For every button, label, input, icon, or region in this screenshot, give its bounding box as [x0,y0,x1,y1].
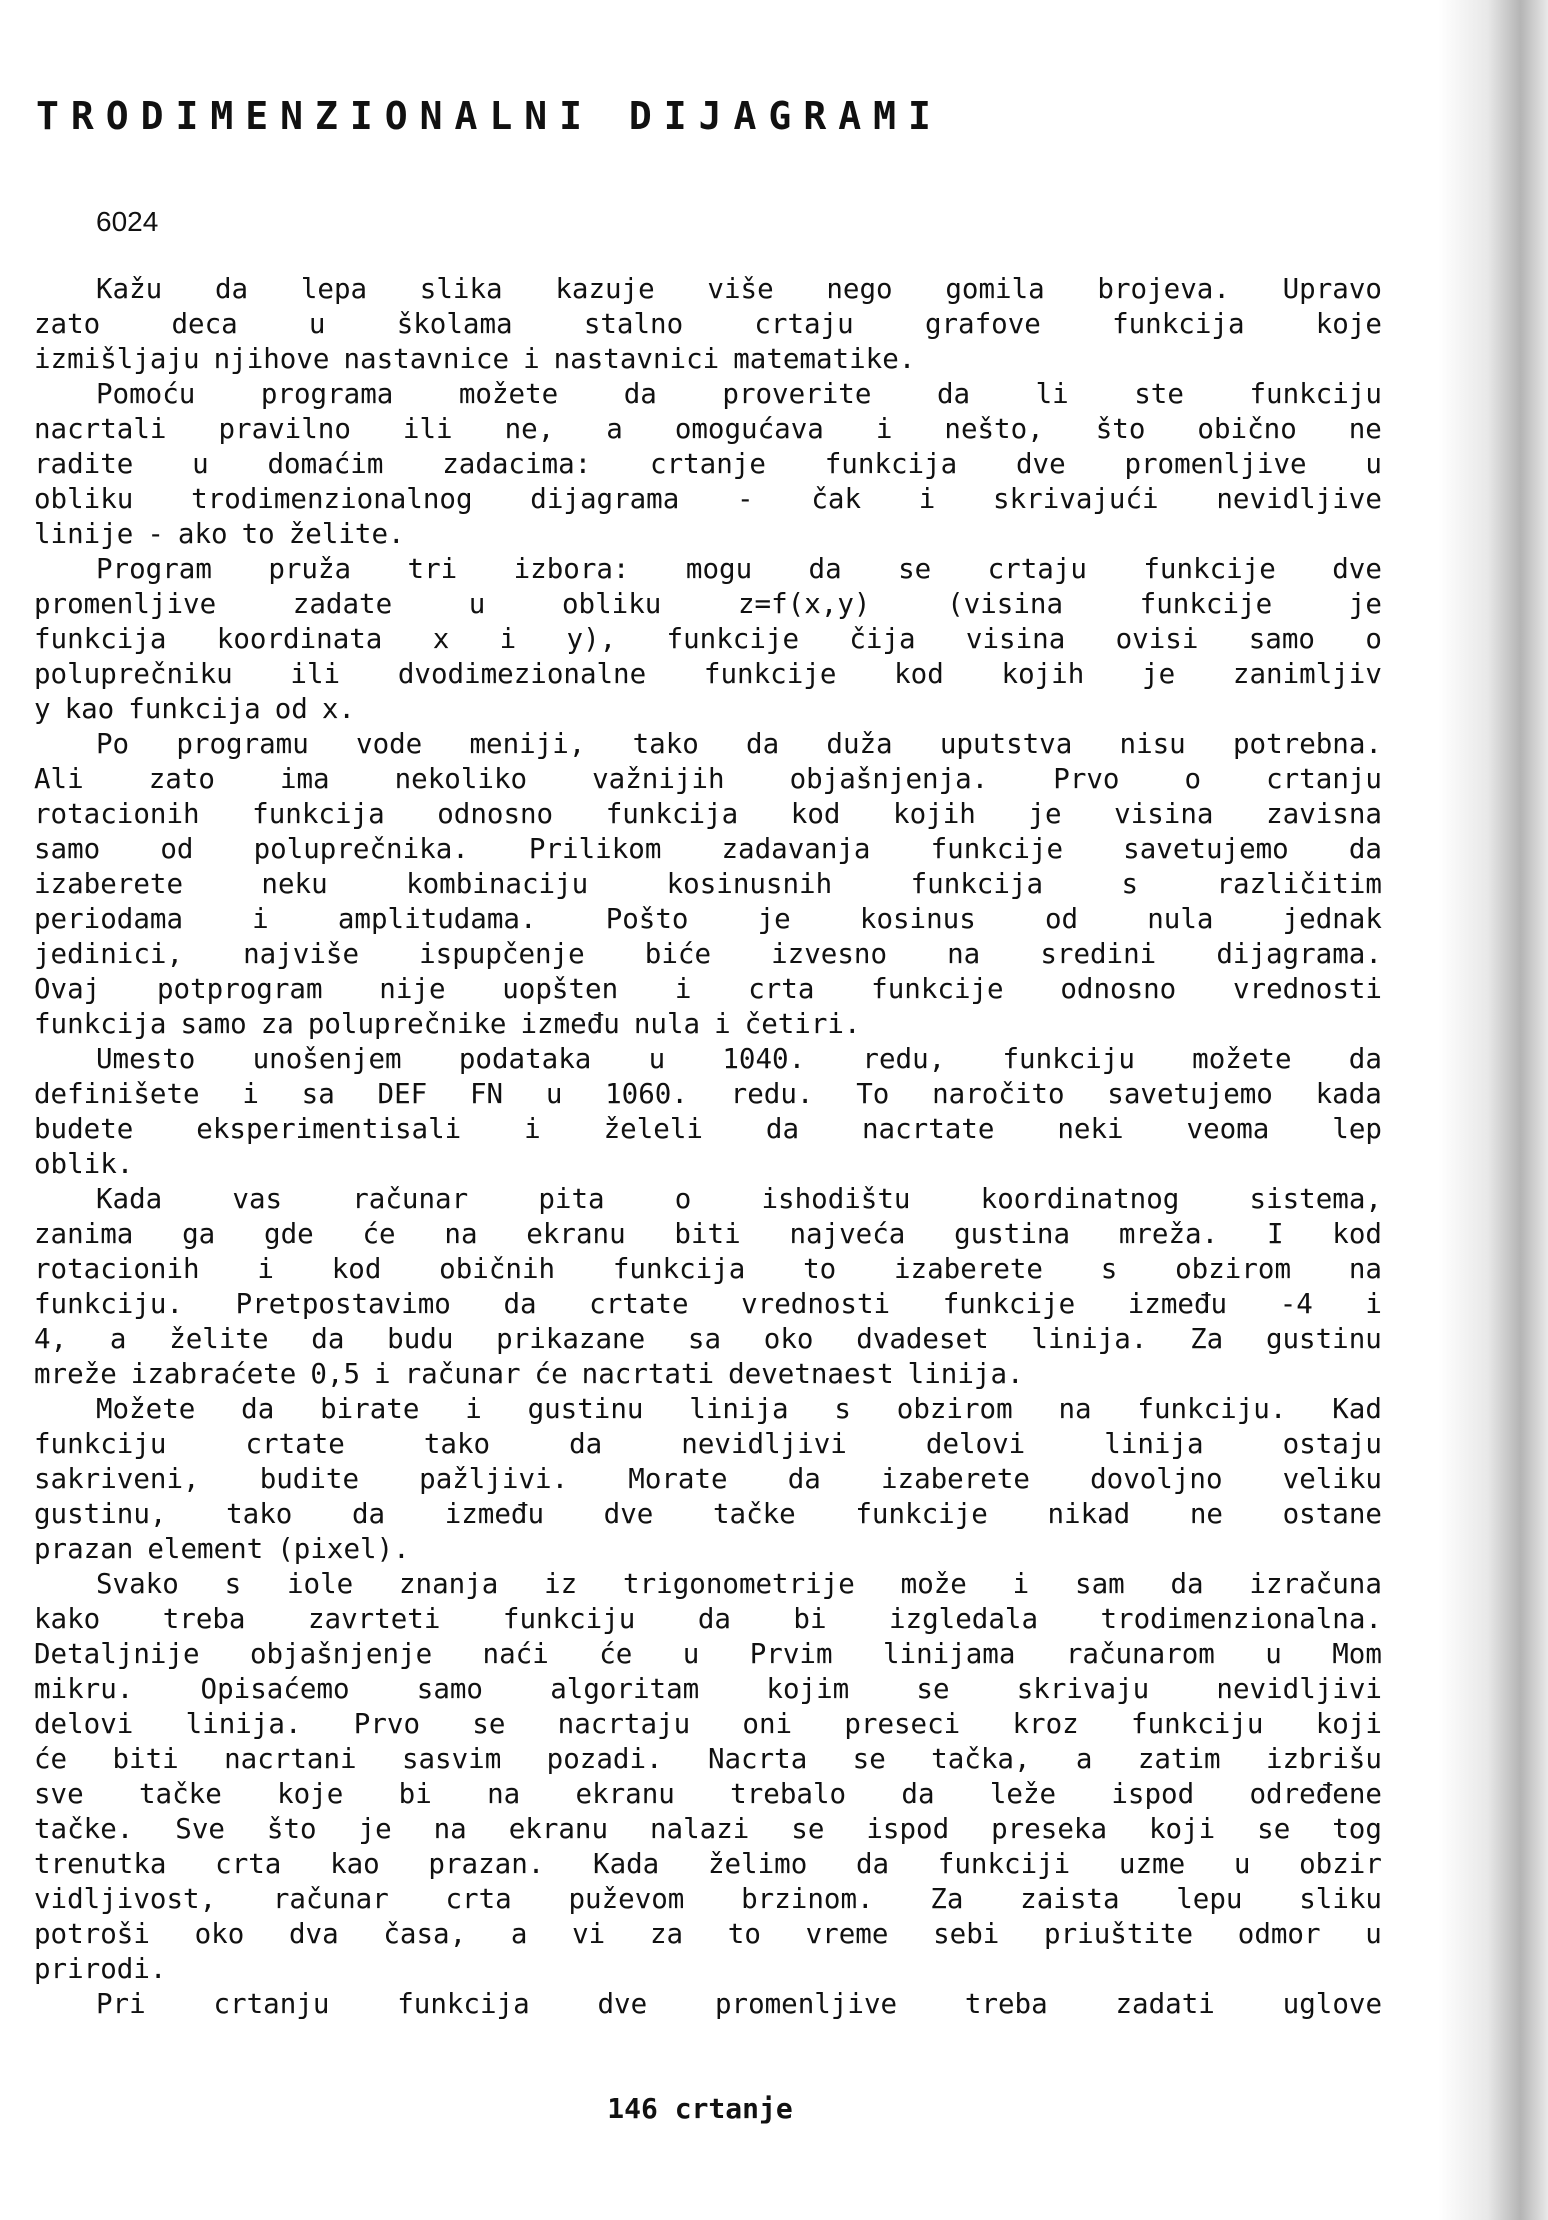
text-line: Možete da birate i gustinu linija s obzirom na funkciju. Kad [96,1393,1382,1425]
text-line: jedinici, najviše ispupčenje biće izvesno na sredini dijagrama. [34,938,1382,970]
page-title: TRODIMENZIONALNI DIJAGRAMI [36,94,943,138]
text-line: y kao funkcija od x. [34,693,355,725]
text-line: Kada vas računar pita o ishodištu koordinatnog sistema, [96,1183,1382,1215]
page-edge-shadow [1438,0,1548,2220]
text-line: Po programu vode meniji, tako da duža uputstva nisu potrebna. [96,728,1382,760]
text-line: oblik. [34,1148,134,1180]
text-line: Program pruža tri izbora: mogu da se crtaju funkcije dve [96,553,1382,585]
text-line: tačke. Sve što je na ekranu nalazi se ispod preseka koji se tog [34,1813,1382,1845]
text-line: 4, a želite da budu prikazane sa oko dvadeset linija. Za gustinu [34,1323,1382,1355]
text-line: Pri crtanju funkcija dve promenljive treba zadati uglove [96,1988,1382,2020]
text-line: Svako s iole znanja iz trigonometrije može i sam da izračuna [96,1568,1382,1600]
text-line: funkcija koordinata x i y), funkcije čija visina ovisi samo o [34,623,1382,655]
text-line: Umesto unošenjem podataka u 1040. redu, funkciju možete da [96,1043,1382,1075]
text-line: rotacionih funkcija odnosno funkcija kod kojih je visina zavisna [34,798,1382,830]
text-line: promenljive zadate u obliku z=f(x,y) (visina funkcije je [34,588,1382,620]
text-line: poluprečniku ili dvodimezionalne funkcije kod kojih je zanimljiv [34,658,1382,690]
text-line: potroši oko dva časa, a vi za to vreme sebi priuštite odmor u [34,1918,1382,1950]
text-line: budete eksperimentisali i želeli da nacrtate neki veoma lep [34,1113,1382,1145]
text-line: će biti nacrtani sasvim pozadi. Nacrta se tačka, a zatim izbrišu [34,1743,1382,1775]
text-line: Kažu da lepa slika kazuje više nego gomila brojeva. Upravo [96,273,1382,305]
text-line: delovi linija. Prvo se nacrtaju oni preseci kroz funkciju koji [34,1708,1382,1740]
text-line: linije - ako to želite. [34,518,405,550]
text-line: Ali zato ima nekoliko važnijih objašnjenja. Prvo o crtanju [34,763,1382,795]
text-line: mreže izabraćete 0,5 i računar će nacrtati devetnaest linija. [34,1358,1024,1390]
page-footer: 146 crtanje [607,2092,793,2125]
article-body [34,272,1382,2022]
text-line: sve tačke koje bi na ekranu trebalo da leže ispod određene [34,1778,1382,1810]
text-line: obliku trodimenzionalnog dijagrama - čak i skrivajući nevidljive [34,483,1382,515]
text-line: radite u domaćim zadacima: crtanje funkcija dve promenljive u [34,448,1382,480]
text-line: samo od poluprečnika. Prilikom zadavanja funkcije savetujemo da [34,833,1382,865]
text-line: nacrtali pravilno ili ne, a omogućava i nešto, što obično ne [34,413,1382,445]
text-line: izmišljaju njihove nastavnice i nastavnici matematike. [34,343,916,375]
text-line: vidljivost, računar crta puževom brzinom. Za zaista lepu sliku [34,1883,1382,1915]
text-line: zato deca u školama stalno crtaju grafove funkcija koje [34,308,1382,340]
text-line: funkciju. Pretpostavimo da crtate vrednosti funkcije između -4 i [34,1288,1382,1320]
text-line: funkcija samo za poluprečnike između nula i četiri. [34,1008,861,1040]
text-line: definišete i sa DEF FN u 1060. redu. To naročito savetujemo kada [34,1078,1382,1110]
text-line: mikru. Opisaćemo samo algoritam kojim se skrivaju nevidljivi [34,1673,1382,1705]
text-line: sakriveni, budite pažljivi. Morate da izaberete dovoljno veliku [34,1463,1382,1495]
text-line: funkciju crtate tako da nevidljivi delovi linija ostaju [34,1428,1382,1460]
text-line: Detaljnije objašnjenje naći će u Prvim linijama računarom u Mom [34,1638,1382,1670]
text-line: prazan element (pixel). [34,1533,410,1565]
text-line: kako treba zavrteti funkciju da bi izgledala trodimenzionalna. [34,1603,1382,1635]
text-line: gustinu, tako da između dve tačke funkcije nikad ne ostane [34,1498,1382,1530]
text-line: zanima ga gde će na ekranu biti najveća gustina mreža. I kod [34,1218,1382,1250]
text-line: rotacionih i kod običnih funkcija to izaberete s obzirom na [34,1253,1382,1285]
text-line: Pomoću programa možete da proverite da li ste funkciju [96,378,1382,410]
text-line: Ovaj potprogram nije uopšten i crta funkcije odnosno vrednosti [34,973,1382,1005]
program-code: 6024 [96,206,159,237]
text-line: prirodi. [34,1953,167,1985]
text-line: periodama i amplitudama. Pošto je kosinus od nula jednak [34,903,1382,935]
text-line: izaberete neku kombinaciju kosinusnih funkcija s različitim [34,868,1382,900]
text-line: trenutka crta kao prazan. Kada želimo da funkciji uzme u obzir [34,1848,1382,1880]
